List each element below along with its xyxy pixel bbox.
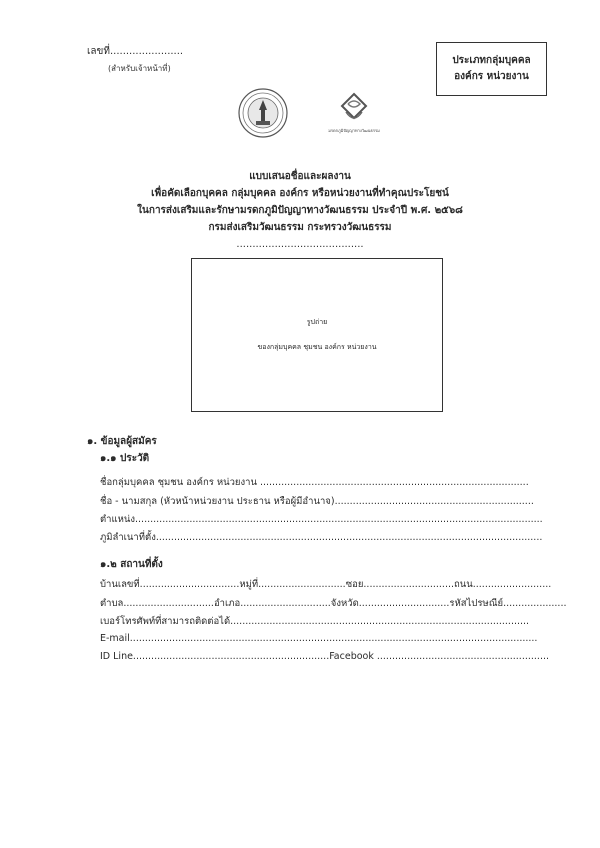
photo-label: รูปถ่าย bbox=[306, 318, 328, 326]
address-line-field[interactable]: บ้านเลขที่.................................หมู่ที่.............................ซอย..............................ถนน.......................... bbox=[100, 579, 552, 590]
group-name-field[interactable]: ชื่อกลุ่มบุคคล ชุมชน องค์กร หน่วยงาน ......................................................................................... bbox=[100, 477, 529, 488]
photo-placeholder bbox=[191, 258, 443, 412]
seal-emblem-icon bbox=[238, 88, 288, 138]
leader-name-field[interactable]: ชื่อ - นามสกุล (หัวหน้าหน่วยงาน ประธาน หรือผู้มีอำนาจ).................................................................. bbox=[100, 496, 534, 507]
ich-logo-icon bbox=[328, 90, 380, 140]
section-1-2-title: ๑.๒ สถานที่ตั้ง bbox=[100, 559, 163, 570]
title-line-1: แบบเสนอชื่อและผลงาน bbox=[249, 171, 351, 182]
phone-field[interactable]: เบอร์โทรศัพท์ที่สามารถติดต่อได้................................................................................................... bbox=[100, 616, 530, 627]
title-line-2: เพื่อคัดเลือกบุคคล กลุ่มบุคคล องค์กร หรือหน่วยงานที่ทำคุณประโยชน์ bbox=[151, 188, 449, 199]
document-number-field: เลขที่....................... bbox=[87, 46, 184, 57]
title-line-3: ในการส่งเสริมและรักษามรดกภูมิปัญญาทางวัฒนธรรม ประจำปี พ.ศ. ๒๕๖๘ bbox=[137, 205, 463, 216]
document-number-note: (สำหรับเจ้าหน้าที่) bbox=[108, 64, 171, 73]
district-line-field[interactable]: ตำบล..............................อำเภอ..............................จังหวัด..............................รหัสไปรษณีย์..................... bbox=[100, 598, 567, 609]
category-box bbox=[436, 42, 547, 96]
ich-logo-caption: มรดกภูมิปัญญาทางวัฒนธรรม bbox=[328, 128, 380, 133]
form-title-block bbox=[0, 168, 600, 253]
category-line-2: องค์กร หน่วยงาน bbox=[454, 71, 529, 82]
title-line-4: กรมส่งเสริมวัฒนธรรม กระทรวงวัฒนธรรม bbox=[208, 222, 392, 233]
domicile-field[interactable]: ภูมิลำเนาที่ตั้ง................................................................................................................................ bbox=[100, 532, 543, 543]
photo-caption: ของกลุ่มบุคคล ชุมชน องค์กร หน่วยงาน bbox=[257, 343, 377, 351]
line-facebook-field[interactable]: ID Line.................................................................Facebook ......................................................... bbox=[100, 651, 550, 662]
position-field[interactable]: ตำแหน่ง....................................................................................................................................... bbox=[100, 514, 543, 525]
email-field[interactable]: E-mail....................................................................................................................................... bbox=[100, 633, 538, 644]
category-line-1: ประเภทกลุ่มบุคคล bbox=[452, 55, 531, 66]
section-1-title: ๑. ข้อมูลผู้สมัคร bbox=[87, 436, 157, 447]
section-1-1-title: ๑.๑ ประวัติ bbox=[100, 453, 150, 464]
title-dots: ........................................ bbox=[236, 239, 364, 250]
